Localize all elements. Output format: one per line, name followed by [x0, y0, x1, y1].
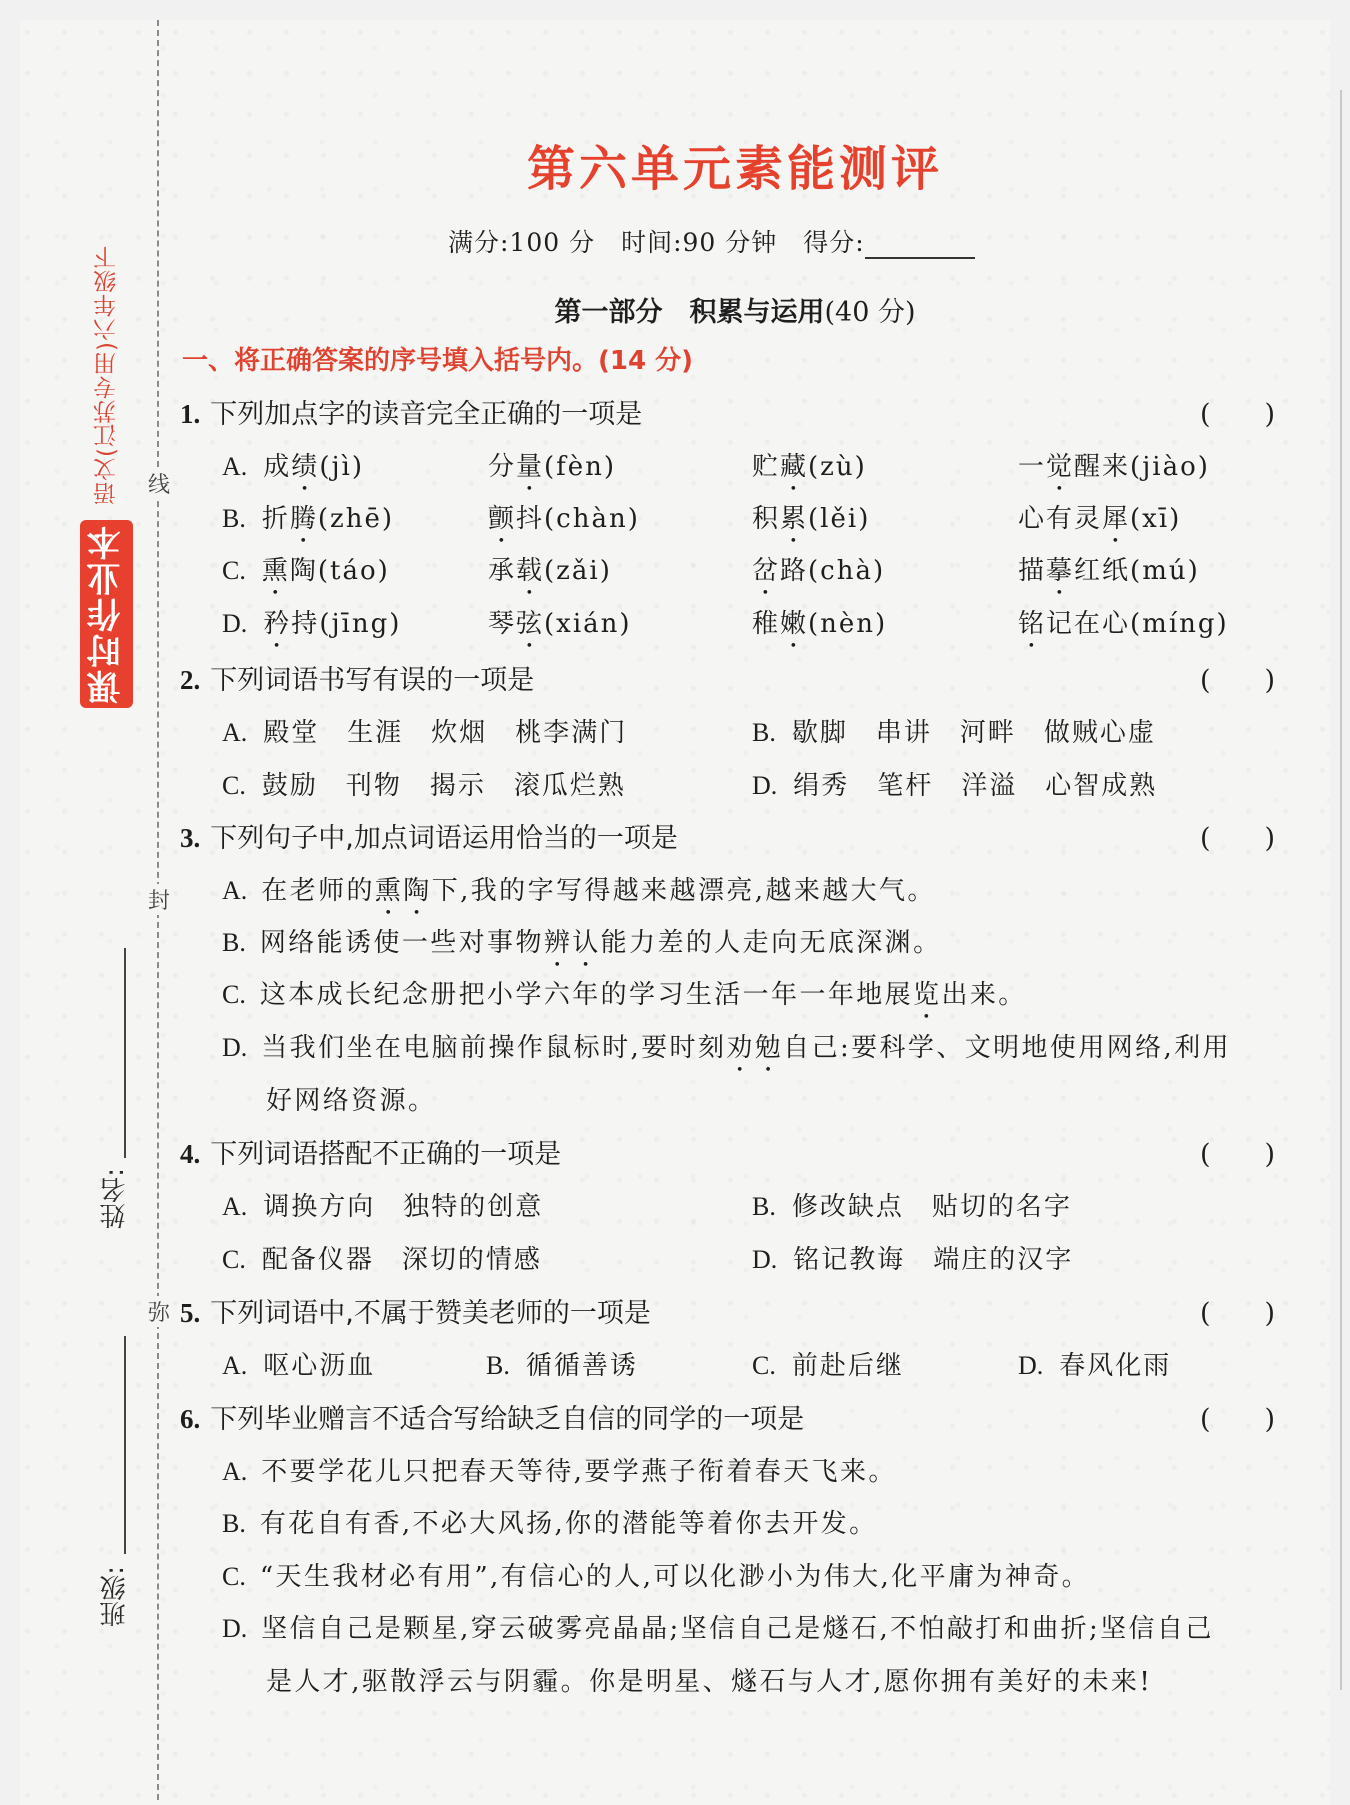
page-title: 第六单元素能测评: [526, 141, 943, 197]
q1-option-a-item-3: 贮藏(zù): [752, 452, 867, 482]
page-edge: [1340, 90, 1342, 1690]
cut-mark-line: 线: [146, 468, 172, 499]
score-blank[interactable]: [865, 237, 975, 259]
q4-option-a[interactable]: A. 调换方向 独特的创意: [222, 1192, 544, 1222]
q3-option-d-continued: 好网络资源。: [266, 1086, 437, 1116]
part-points: (40 分): [824, 297, 916, 328]
cut-mark-closed: 弥: [146, 1296, 172, 1327]
q6-option-d[interactable]: D. 坚信自己是颗星,穿云破雾亮晶晶;坚信自己是燧石,不怕敲打和曲折;坚信自己: [222, 1614, 1214, 1644]
q4-option-b[interactable]: B. 修改缺点 贴切的名字: [752, 1192, 1072, 1222]
q5-option-d[interactable]: D. 春风化雨: [1018, 1351, 1172, 1381]
score-info: [448, 223, 975, 259]
q1-option-d-item-1[interactable]: D. 矜持(jīng): [222, 609, 402, 639]
q1-option-c-item-3: 岔路(chà): [752, 556, 886, 586]
question-3: 3. 下列句子中,加点词语运用恰当的一项是: [180, 823, 678, 854]
q1-option-d-item-4: 铭记在心(míng): [1018, 609, 1229, 639]
q1-option-b-item-1[interactable]: B. 折腾(zhē): [222, 504, 394, 534]
q5-option-a[interactable]: A. 呕心沥血: [222, 1351, 376, 1381]
brand-subtitle: 语文(江苏专用)六年级下: [94, 244, 120, 505]
q6-option-c[interactable]: C. “天生我材必有用”,有信心的人,可以化渺小为伟大,化平庸为神奇。: [222, 1562, 1091, 1592]
q3-option-b[interactable]: B. 网络能诱使一些对事物辨认能力差的人走向无底深渊。: [222, 928, 942, 958]
question-6: 6. 下列毕业赠言不适合写给缺乏自信的同学的一项是: [180, 1404, 805, 1435]
q3-option-d[interactable]: D. 当我们坐在电脑前操作鼠标时,要时刻劝勉自己:要科学、文明地使用网络,利用: [222, 1033, 1231, 1063]
brand-logo: 课时作业本: [87, 520, 127, 708]
q1-option-d-item-2: 琴弦(xián): [488, 609, 632, 639]
name-label: 姓名:: [100, 1168, 130, 1229]
q2-option-d[interactable]: D. 绢秀 笔杆 洋溢 心智成熟: [752, 771, 1158, 801]
question-4: 4. 下列词语搭配不正确的一项是: [180, 1139, 562, 1170]
q5-option-b[interactable]: B. 循循善诱: [486, 1351, 638, 1381]
section-title: 一、将正确答案的序号填入括号内。(14 分): [182, 346, 693, 376]
q5-option-c[interactable]: C. 前赴后继: [752, 1351, 904, 1381]
q6-option-d-continued: 是人才,驱散浮云与阴霾。你是明星、燧石与人才,愿你拥有美好的未来!: [266, 1667, 1153, 1697]
question-1: 1. 下列加点字的读音完全正确的一项是: [180, 399, 643, 430]
answer-paren-1[interactable]: ( ): [1200, 399, 1276, 430]
q1-option-c-item-4: 描摹红纸(mú): [1018, 556, 1200, 586]
q1-option-c-item-2: 承载(zǎi): [488, 556, 612, 586]
q1-option-a-item-1[interactable]: A. 成绩(jì): [222, 452, 364, 482]
answer-paren-6[interactable]: ( ): [1200, 1404, 1276, 1435]
name-field-line[interactable]: [124, 948, 126, 1158]
q2-option-a[interactable]: A. 殿堂 生涯 炊烟 桃李满门: [222, 718, 628, 748]
answer-paren-2[interactable]: ( ): [1200, 665, 1276, 696]
q6-option-b[interactable]: B. 有花自有香,不必大风扬,你的潜能等着你去开发。: [222, 1509, 878, 1539]
answer-paren-4[interactable]: ( ): [1200, 1139, 1276, 1170]
q2-option-b[interactable]: B. 歇脚 串讲 河畔 做贼心虚: [752, 718, 1156, 748]
q1-option-b-item-3: 积累(lěi): [752, 504, 871, 534]
question-2: 2. 下列词语书写有误的一项是: [180, 665, 535, 696]
q3-option-c[interactable]: C. 这本成长纪念册把小学六年的学习生活一年一年地展览出来。: [222, 980, 1027, 1010]
q6-option-a[interactable]: A. 不要学花儿只把春天等待,要学燕子衔着春天飞来。: [222, 1457, 897, 1487]
q1-option-a-item-2: 分量(fèn): [488, 452, 617, 482]
cut-mark-seal: 封: [146, 884, 172, 915]
score-info-text: 满分:100 分 时间:90 分钟 得分:: [448, 228, 865, 257]
q4-option-c[interactable]: C. 配备仪器 深切的情感: [222, 1245, 542, 1275]
q1-option-a-item-4: 一觉醒来(jiào): [1018, 452, 1210, 482]
q1-option-b-item-2: 颤抖(chàn): [488, 504, 640, 534]
part-title: [0, 290, 1350, 329]
class-label: 班级:: [100, 1566, 130, 1627]
q4-option-d[interactable]: D. 铭记教诲 端庄的汉字: [752, 1245, 1074, 1275]
answer-paren-3[interactable]: ( ): [1200, 823, 1276, 854]
part-title-text: 第一部分 积累与运用: [554, 297, 825, 328]
q1-option-c-item-1[interactable]: C. 熏陶(táo): [222, 556, 390, 586]
q3-option-a[interactable]: A. 在老师的熏陶下,我的字写得越来越漂亮,越来越大气。: [222, 876, 936, 906]
question-5: 5. 下列词语中,不属于赞美老师的一项是: [180, 1298, 651, 1329]
q2-option-c[interactable]: C. 鼓励 刊物 揭示 滚瓜烂熟: [222, 771, 626, 801]
q1-option-d-item-3: 稚嫩(nèn): [752, 609, 888, 639]
answer-paren-5[interactable]: ( ): [1200, 1298, 1276, 1329]
class-field-line[interactable]: [124, 1336, 126, 1554]
q1-option-b-item-4: 心有灵犀(xī): [1018, 504, 1182, 534]
